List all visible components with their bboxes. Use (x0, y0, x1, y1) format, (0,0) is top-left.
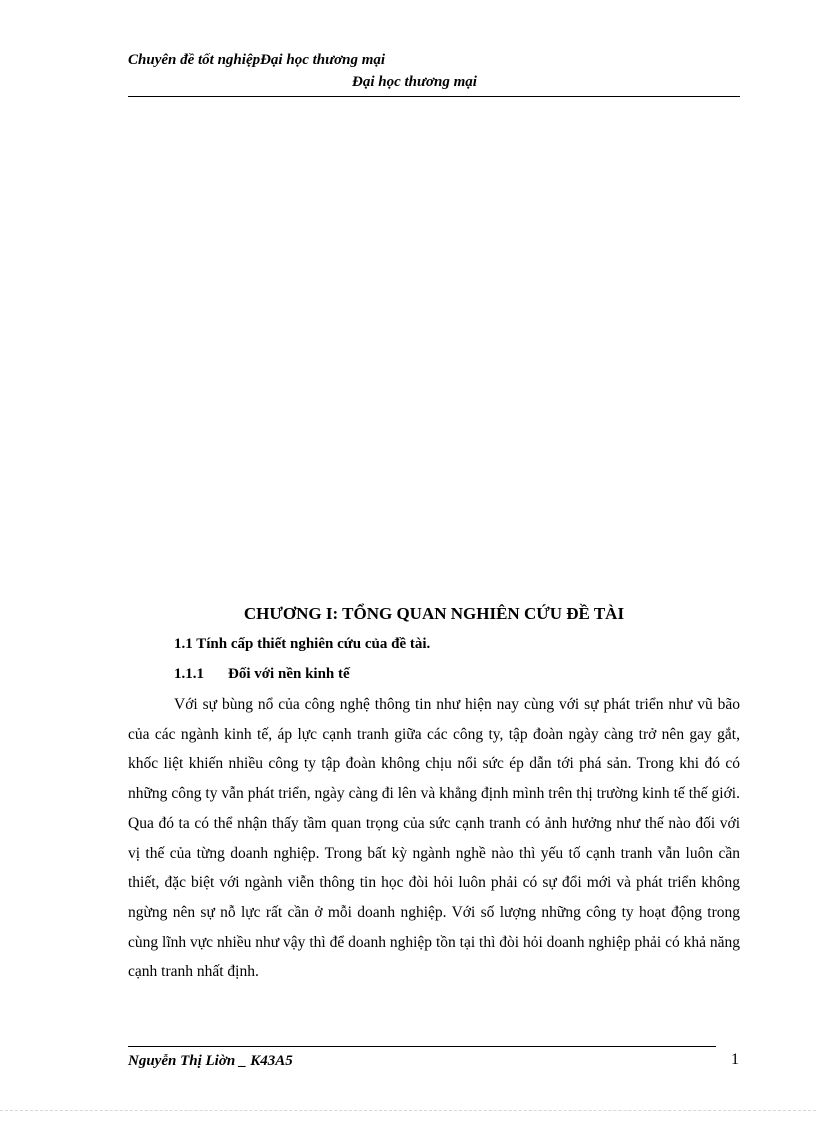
footer-author: Nguyễn Thị Liờn _ K43A5 (128, 1053, 293, 1069)
header-subtitle: Đại học thương mại (352, 74, 477, 90)
page-header (128, 52, 740, 97)
subsection-heading (174, 666, 350, 683)
body-paragraph: Với sự bùng nổ của công nghệ thông tin như hiện nay cùng với sự phát triển như vũ bão của các ngành kinh tế, áp lực cạnh tranh giữa các công ty, tập đoàn ngày càng trở nên gay gắt, khốc liệt khiến nhiều công ty tập đoàn không chịu nổi sức ép dẫn tới phá sản. Trong khi đó có những công ty vẫn phát triển, ngày càng đi lên và khẳng định mình trên thị trường kinh tế thế giới. Qua đó ta có thể nhận thấy tầm quan trọng của sức cạnh tranh có ảnh hưởng như thế nào đối với vị thế của từng doanh nghiệp. Trong bất kỳ ngành nghề nào thì yếu tố cạnh tranh vẫn luôn cần thiết, đặc biệt với ngành viễn thông tin học đòi hỏi luôn phải có sự đổi mới và phát triển không ngừng nên sự nỗ lực rất cần ở mỗi doanh nghiệp. Với số lượng những công ty hoạt động trong cùng lĩnh vực nhiều như vậy thì để doanh nghiệp tồn tại thì đòi hỏi doanh nghiệp phải có khả năng cạnh tranh nhất định. (128, 696, 740, 981)
section-heading: 1.1 Tính cấp thiết nghiên cứu của đề tài. (174, 636, 431, 652)
header-title: Chuyên đề tốt nghiệpĐại học thương mại (128, 52, 386, 68)
footer-divider (128, 1046, 716, 1047)
page-edge-divider (0, 1110, 816, 1111)
page-number: 1 (731, 1051, 739, 1068)
subsection-title: Đối với nền kinh tế (228, 666, 350, 682)
subsection-number: 1.1.1 (174, 666, 204, 682)
chapter-title: CHƯƠNG I: TỔNG QUAN NGHIÊN CỨU ĐỀ TÀI (243, 604, 625, 623)
